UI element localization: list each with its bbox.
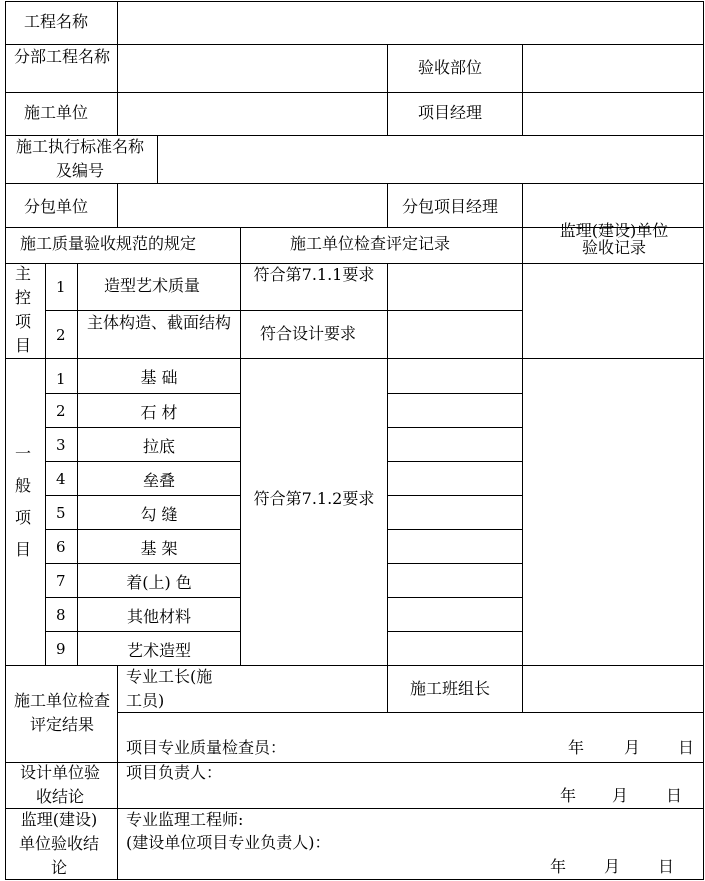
rule bbox=[5, 665, 703, 666]
rule bbox=[45, 461, 240, 462]
rule bbox=[387, 563, 522, 564]
rule bbox=[117, 665, 118, 879]
rule bbox=[387, 427, 522, 428]
sub-project-name-label: 分部工程名称 bbox=[13, 47, 110, 66]
rule bbox=[157, 135, 158, 183]
rule bbox=[117, 1, 118, 135]
inspector-label: 项目专业质量检查员： bbox=[126, 738, 287, 757]
supervisor-label: 监理(建设)单位验收结论 bbox=[18, 810, 99, 877]
contractor-result-label: 施工单位检查评定结果 bbox=[13, 691, 110, 734]
rule bbox=[387, 44, 388, 135]
rule bbox=[387, 529, 522, 530]
item-name: 勾 缝 bbox=[140, 505, 178, 524]
rule bbox=[387, 631, 522, 632]
rule bbox=[45, 263, 46, 665]
rule bbox=[5, 1, 6, 880]
item-name: 艺术造型 bbox=[126, 641, 191, 660]
project-manager-label: 项目经理 bbox=[418, 103, 483, 122]
item-number: 1 bbox=[56, 278, 66, 296]
requirement-text: 符合第7.1.1要求 bbox=[253, 265, 375, 284]
rule bbox=[387, 495, 522, 496]
item-name: 石 材 bbox=[140, 403, 178, 422]
rule bbox=[522, 665, 523, 712]
spec-column-header: 施工质量验收规范的规定 bbox=[20, 234, 197, 253]
rule bbox=[5, 879, 703, 880]
rule bbox=[522, 183, 523, 227]
rule bbox=[45, 427, 240, 428]
item-name: 主体构造、截面结构 bbox=[86, 313, 231, 332]
item-name: 其他材料 bbox=[126, 607, 191, 626]
construction-unit-label: 施工单位 bbox=[24, 103, 89, 122]
item-number: 5 bbox=[56, 504, 66, 522]
rule bbox=[45, 393, 240, 394]
requirement-text: 符合设计要求 bbox=[260, 324, 357, 343]
date-month: 月 bbox=[604, 857, 621, 876]
acceptance-part-label: 验收部位 bbox=[418, 58, 483, 77]
item-number: 1 bbox=[56, 370, 66, 388]
item-number: 8 bbox=[56, 606, 66, 624]
rule bbox=[387, 665, 388, 712]
team-leader-label: 施工班组长 bbox=[410, 679, 491, 698]
rule bbox=[45, 597, 240, 598]
construction-standard-label: 施工执行标准名称及编号 bbox=[15, 137, 144, 180]
subcontract-unit-label: 分包单位 bbox=[24, 197, 89, 216]
design-person-label: 项目负责人： bbox=[126, 763, 223, 782]
project-name-label: 工程名称 bbox=[24, 12, 89, 31]
rule bbox=[387, 461, 522, 462]
item-number: 2 bbox=[56, 326, 66, 344]
main-control-group-label: 主控项目 bbox=[14, 264, 31, 355]
foreman-label: 专业工长(施工员) bbox=[126, 667, 213, 710]
contractor-record-column-header: 施工单位检查评定记录 bbox=[290, 234, 451, 253]
item-name: 造型艺术质量 bbox=[104, 276, 201, 295]
rule bbox=[117, 183, 118, 227]
rule bbox=[5, 92, 703, 93]
item-number: 6 bbox=[56, 538, 66, 556]
supervisor-engineer-label: 专业监理工程师: bbox=[126, 810, 244, 829]
rule bbox=[5, 358, 703, 359]
rule bbox=[703, 1, 704, 880]
design-unit-label: 设计单位验收结论 bbox=[20, 763, 101, 806]
rule bbox=[240, 227, 241, 665]
rule bbox=[387, 263, 388, 665]
date-month: 月 bbox=[624, 738, 641, 757]
rule bbox=[45, 495, 240, 496]
date-day: 日 bbox=[678, 738, 695, 757]
date-day: 日 bbox=[658, 857, 675, 876]
item-number: 4 bbox=[56, 470, 66, 488]
rule bbox=[387, 597, 522, 598]
rule bbox=[45, 631, 240, 632]
item-number: 9 bbox=[56, 640, 66, 658]
supervisor-record-column-header: 监理(建设)单位验收记录 bbox=[559, 221, 669, 257]
rule bbox=[387, 183, 388, 227]
rule bbox=[45, 563, 240, 564]
item-name: 着(上) 色 bbox=[126, 573, 192, 592]
date-day: 日 bbox=[666, 786, 683, 805]
rule bbox=[5, 183, 703, 184]
item-name: 垒叠 bbox=[142, 471, 175, 490]
item-name: 基 础 bbox=[140, 368, 178, 387]
item-name: 拉底 bbox=[142, 437, 175, 456]
requirement-text: 符合第7.1.2要求 bbox=[253, 489, 375, 508]
date-month: 月 bbox=[612, 786, 629, 805]
item-name: 基 架 bbox=[140, 539, 178, 558]
item-number: 7 bbox=[56, 572, 66, 590]
owner-person-label: (建设单位项目专业负责人)： bbox=[126, 833, 331, 852]
item-number: 2 bbox=[56, 402, 66, 420]
date-year: 年 bbox=[550, 857, 567, 876]
rule bbox=[5, 762, 703, 763]
item-number: 3 bbox=[56, 436, 66, 454]
date-year: 年 bbox=[560, 786, 577, 805]
general-group-label: 一般项目 bbox=[14, 444, 31, 559]
rule bbox=[5, 808, 703, 809]
date-year: 年 bbox=[568, 738, 585, 757]
rule bbox=[522, 44, 523, 135]
rule bbox=[5, 1, 703, 2]
rule bbox=[387, 393, 522, 394]
rule bbox=[522, 227, 523, 665]
subcontract-manager-label: 分包项目经理 bbox=[402, 197, 499, 216]
rule bbox=[45, 529, 240, 530]
